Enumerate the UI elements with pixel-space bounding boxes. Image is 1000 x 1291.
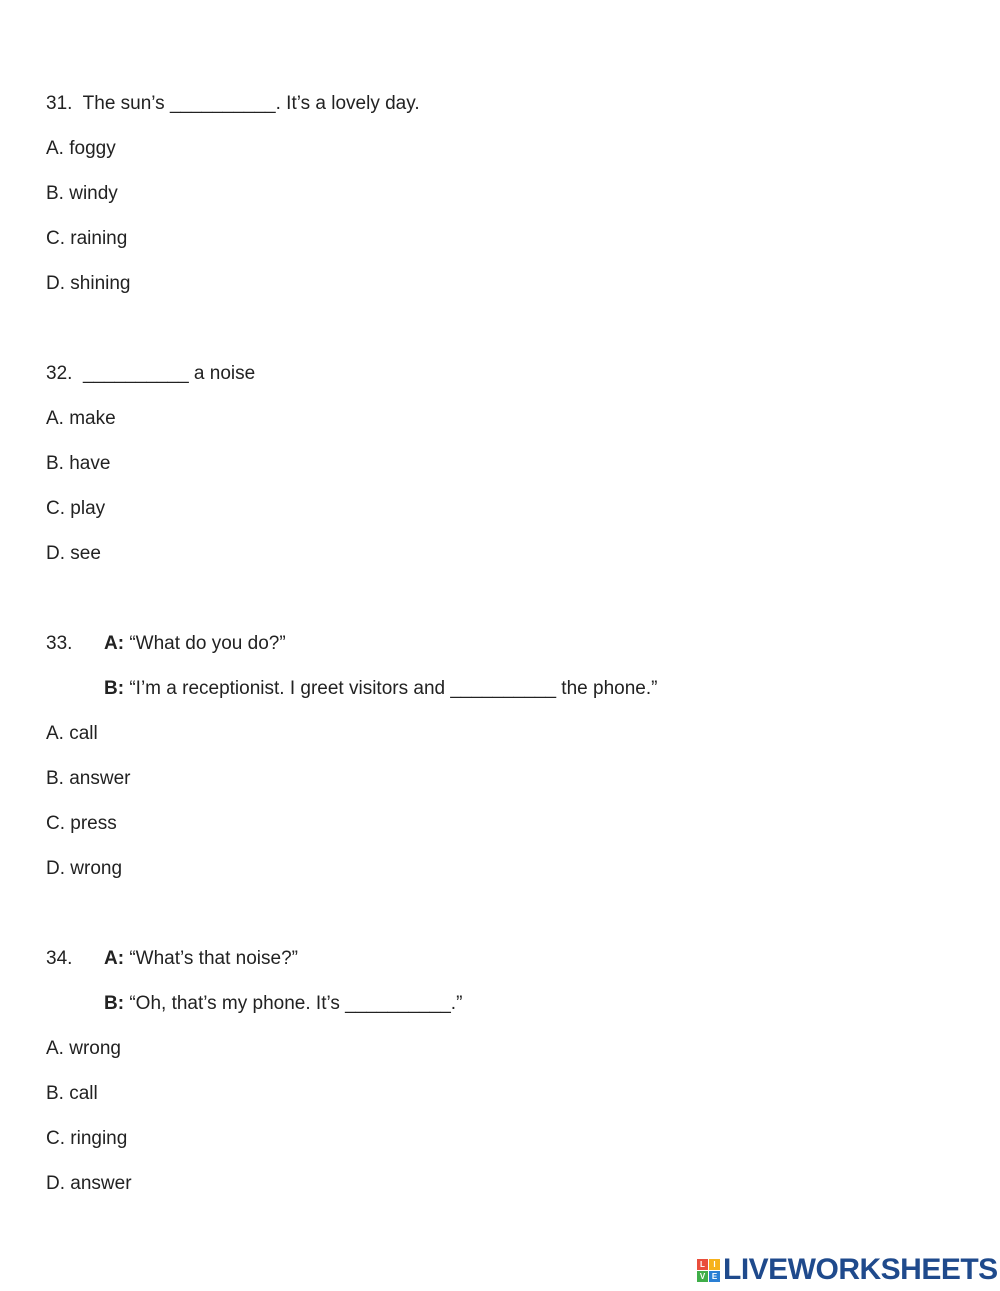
dialogue-text: “Oh, that’s my phone. It’s __________.” xyxy=(129,993,463,1014)
option-b: B. have xyxy=(46,453,111,474)
option-a: A. foggy xyxy=(46,138,116,159)
question-number: 32. xyxy=(46,363,73,384)
dialogue-text: “I’m a receptionist. I greet visitors and __________ the phone.” xyxy=(129,678,658,699)
option-d: D. wrong xyxy=(46,858,123,879)
dialogue-line-a xyxy=(104,947,298,971)
option-c: C. play xyxy=(46,498,106,519)
question-number: 33. xyxy=(46,633,73,654)
question-text: The sun’s __________. It’s a lovely day. xyxy=(82,93,420,114)
speaker-b-label: B: xyxy=(104,993,125,1014)
option-c: C. ringing xyxy=(46,1128,128,1149)
speaker-a-label: A: xyxy=(104,948,125,969)
speaker-b-label: B: xyxy=(104,678,125,699)
option-d: D. answer xyxy=(46,1173,132,1194)
logo-mark-icon xyxy=(697,1259,720,1282)
speaker-a-label: A: xyxy=(104,633,125,654)
logo-text: LIVEWORKSHEETS xyxy=(723,1253,998,1286)
dialogue-text: “What’s that noise?” xyxy=(129,948,298,969)
liveworksheets-logo xyxy=(697,1254,998,1286)
question-number: 31. xyxy=(46,93,73,114)
option-b: B. answer xyxy=(46,768,131,789)
question-text: __________ a noise xyxy=(82,363,256,384)
option-a: A. make xyxy=(46,408,116,429)
question-31-stem xyxy=(46,92,420,116)
dialogue-line-a xyxy=(104,632,286,656)
option-c: C. press xyxy=(46,813,117,834)
option-b: B. call xyxy=(46,1083,98,1104)
logo-letter-e: E xyxy=(709,1271,720,1282)
option-c: C. raining xyxy=(46,228,128,249)
question-32-stem xyxy=(46,362,255,386)
option-b: B. windy xyxy=(46,183,118,204)
logo-letter-v: V xyxy=(697,1271,708,1282)
option-a: A. wrong xyxy=(46,1038,121,1059)
option-d: D. see xyxy=(46,543,101,564)
logo-letter-l: L xyxy=(697,1259,708,1270)
dialogue-line-b xyxy=(104,992,462,1016)
option-a: A. call xyxy=(46,723,98,744)
option-d: D. shining xyxy=(46,273,131,294)
dialogue-line-b xyxy=(104,677,657,701)
logo-letter-i: I xyxy=(709,1259,720,1270)
question-number: 34. xyxy=(46,948,73,969)
dialogue-text: “What do you do?” xyxy=(129,633,286,654)
